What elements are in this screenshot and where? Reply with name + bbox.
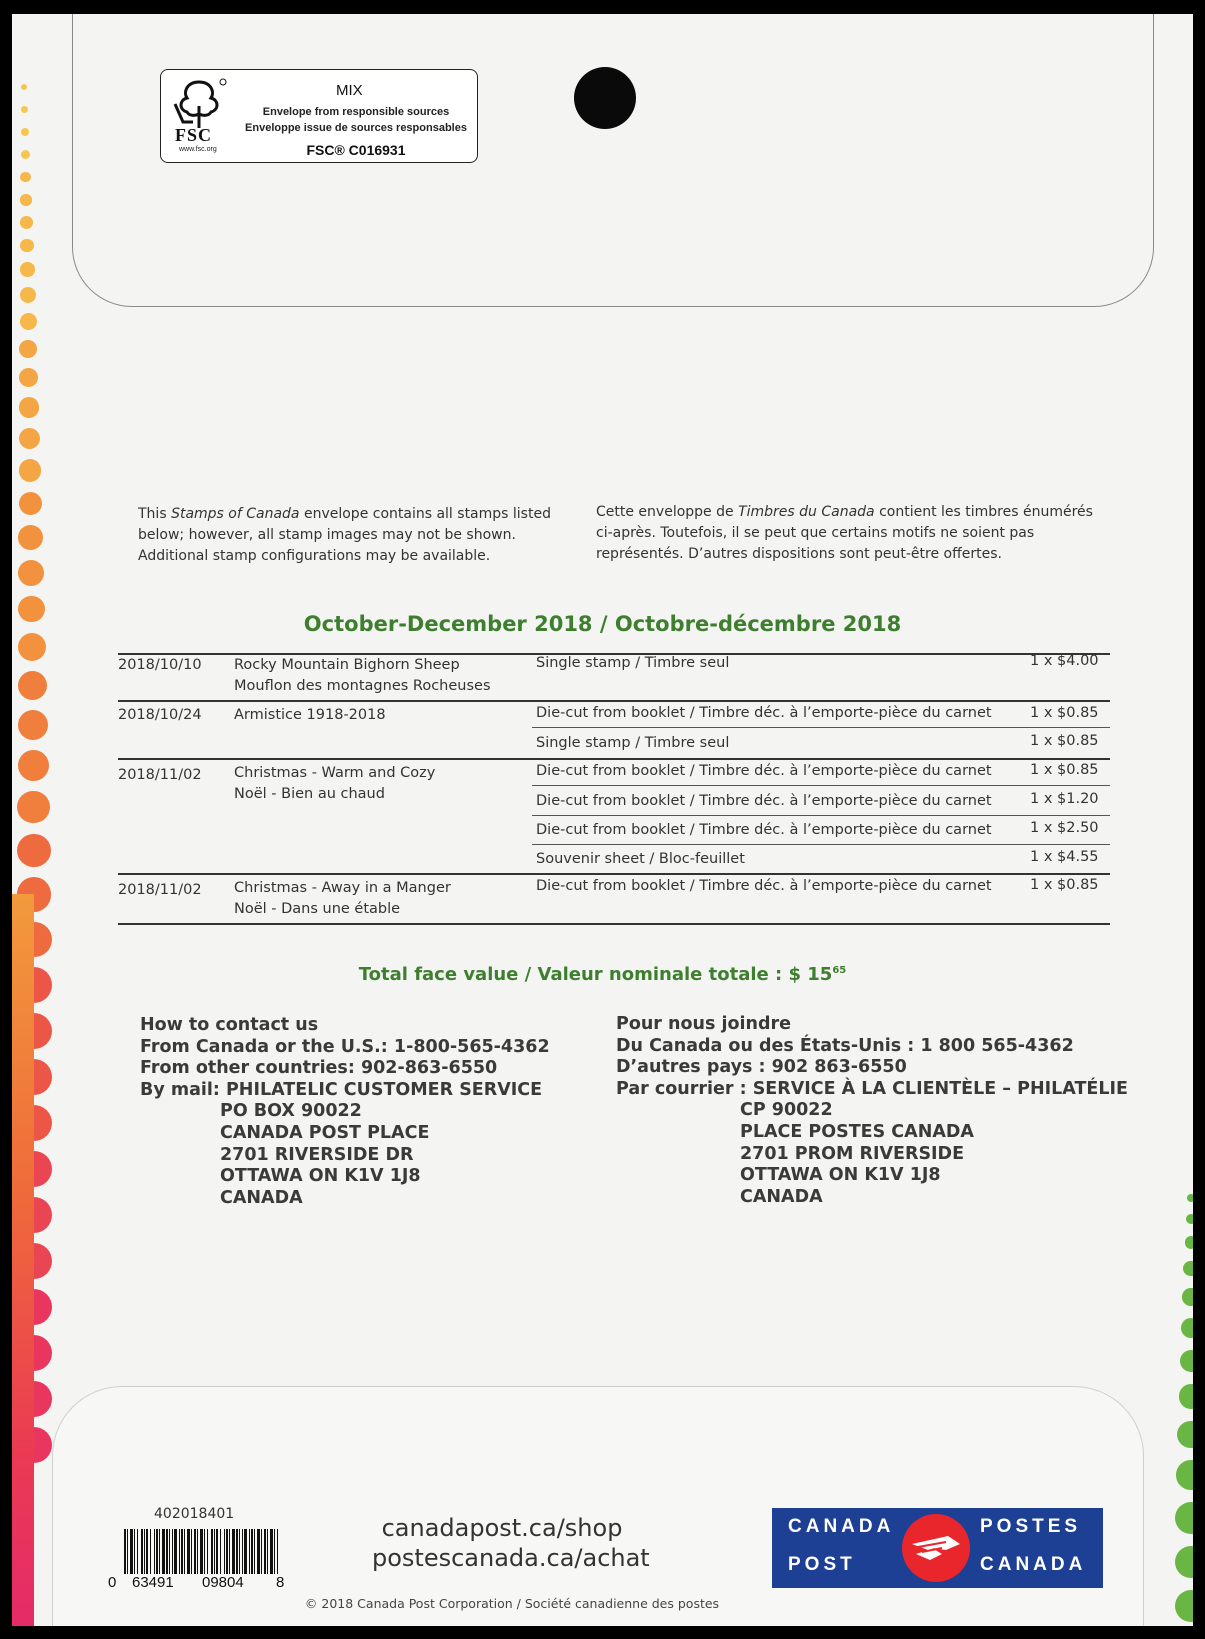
barcode-bar [264, 1529, 266, 1574]
barcode-bar [141, 1529, 143, 1574]
intro-en-pre: This [138, 506, 172, 522]
barcode-digit: 0 [108, 1574, 117, 1591]
contact-phone-intl-value: 902 863-6550 [771, 1057, 907, 1078]
stamp-name-en: Armistice 1918-2018 [234, 707, 386, 723]
edge-dot [18, 671, 47, 700]
edge-dot [1179, 1384, 1193, 1409]
edge-dot [19, 459, 42, 482]
left-rainbow-edge [12, 14, 50, 1626]
intro-en-line2: below; however, all stamp images may not be shown. [138, 527, 516, 543]
intro-en-em: Stamps of Canada [171, 506, 300, 522]
barcode-number: 402018401 [154, 1506, 235, 1522]
edge-dot [17, 834, 51, 868]
stamp-name-en: Rocky Mountain Bighorn Sheep [234, 657, 460, 673]
barcode-bar [224, 1529, 225, 1574]
fsc-code: FSC® C016931 [306, 142, 406, 158]
edge-dot [18, 560, 44, 586]
barcode-bar [274, 1529, 275, 1574]
edge-dot [1182, 1288, 1193, 1306]
barcode-bar [207, 1529, 208, 1574]
copyright: © 2018 Canada Post Corporation / Société canadienne des postes [304, 1596, 720, 1611]
contact-phone-na-label: From Canada or the U.S.: [140, 1036, 394, 1057]
contact-mail-label: By mail: [140, 1079, 226, 1100]
edge-dot [1175, 1590, 1193, 1622]
edge-dot [1177, 1421, 1193, 1448]
address-line: OTTAWA ON K1V 1J8 [220, 1166, 421, 1187]
contact-heading: How to contact us [140, 1015, 319, 1035]
stamp-format: Die-cut from booklet / Timbre déc. à l’emporte-pièce du carnet [536, 793, 992, 809]
barcode-bar [211, 1529, 213, 1574]
stamp-value: 1 x $1.20 [1030, 791, 1099, 807]
edge-dot [18, 525, 43, 550]
contact-phone-na-label: Du Canada ou des États-Unis : [616, 1035, 921, 1056]
table-subrule [532, 727, 1110, 728]
edge-dot [21, 84, 27, 90]
total-label: Total face value / Valeur nominale totale : $ 15 [358, 964, 833, 985]
address-line: CANADA [740, 1186, 823, 1207]
logo-post: POST [788, 1554, 856, 1575]
stamp-format: Die-cut from booklet / Timbre déc. à l’emporte-pièce du carnet [536, 822, 992, 838]
intro-fr-em: Timbres du Canada [738, 504, 875, 520]
table-subrule [532, 844, 1110, 845]
edge-dot [21, 106, 28, 113]
stamp-value: 1 x $4.55 [1030, 849, 1099, 865]
stamp-format: Souvenir sheet / Bloc-feuillet [536, 851, 745, 867]
barcode-bar [187, 1529, 190, 1574]
stamp-name-en: Christmas - Warm and Cozy [234, 765, 436, 781]
barcode-bar [267, 1529, 268, 1574]
address-line: 2701 PROM RIVERSIDE [740, 1143, 965, 1164]
intro-fr [596, 502, 1093, 565]
barcode-bar [242, 1529, 243, 1574]
barcode-bar [124, 1529, 126, 1574]
barcode-bar [166, 1529, 168, 1574]
barcode-bar [220, 1529, 221, 1574]
address-line: 2701 RIVERSIDE DR [220, 1144, 414, 1165]
contact-fr [616, 1014, 1128, 1208]
barcode-bar [249, 1529, 250, 1574]
barcode-bar [226, 1529, 228, 1574]
stamp-name-en: Christmas - Away in a Manger [234, 880, 451, 896]
logo-canada: CANADA [788, 1516, 895, 1537]
intro-fr-post: contient les timbres énumérés [874, 504, 1093, 520]
edge-dot [18, 710, 48, 740]
intro-fr-pre: Cette enveloppe de [596, 504, 739, 520]
stamp-format: Single stamp / Timbre seul [536, 735, 730, 751]
address-line: CANADA POST PLACE [220, 1122, 430, 1143]
address-line: CANADA [220, 1187, 303, 1208]
contact-phone-na-value: 1-800-565-4362 [393, 1036, 550, 1057]
barcode-bar [197, 1529, 198, 1574]
barcode-bar [154, 1529, 155, 1574]
barcode-icon [122, 1529, 282, 1574]
table-subrule [532, 815, 1110, 816]
edge-dot [20, 172, 30, 182]
edge-dot [17, 791, 49, 823]
stamp-value: 1 x $0.85 [1030, 877, 1099, 893]
address-line: PLACE POSTES CANADA [740, 1121, 974, 1142]
web-link-fr: postescanada.ca/achat [372, 1544, 650, 1572]
canada-post-logo [772, 1508, 1103, 1588]
contact-phone-na [616, 1036, 1128, 1058]
stamp-date: 2018/10/10 [118, 657, 202, 673]
intro-en-line3: Additional stamp configurations may be available. [138, 548, 491, 564]
barcode-bar [150, 1529, 151, 1574]
contact-phone-na [140, 1037, 550, 1059]
stamp-format: Die-cut from booklet / Timbre déc. à l’emporte-pièce du carnet [536, 705, 992, 721]
barcode-bar [232, 1529, 235, 1574]
barcode-bar [239, 1529, 240, 1574]
barcode-bar [257, 1529, 260, 1574]
edge-dot [21, 128, 29, 136]
contact-phone-intl [616, 1057, 1128, 1079]
address-line: OTTAWA ON K1V 1J8 [740, 1165, 941, 1186]
edge-dot [1181, 1318, 1193, 1338]
fsc-logo-text: FSC [175, 125, 213, 145]
barcode-bar [137, 1529, 138, 1574]
edge-dot [1187, 1194, 1193, 1202]
hang-hole [574, 67, 636, 129]
barcode-bar [277, 1529, 278, 1574]
edge-dot [1180, 1350, 1193, 1372]
address-line: PHILATELIC CUSTOMER SERVICE [225, 1079, 543, 1100]
stamp-value: 1 x $0.85 [1030, 705, 1099, 721]
edge-dot [20, 287, 36, 303]
barcode-digit: 63491 [132, 1574, 174, 1591]
contact-mail [616, 1079, 1128, 1101]
barcode-bar [236, 1529, 238, 1574]
envelope-back [12, 14, 1193, 1626]
edge-dot [19, 397, 39, 417]
barcode-bar [134, 1529, 135, 1574]
contact-phone-na-value: 1 800 565-4362 [920, 1035, 1074, 1056]
barcode-bar [174, 1529, 177, 1574]
contact-phone-intl-label: From other countries: [140, 1058, 361, 1079]
stamp-value: 1 x $0.85 [1030, 733, 1099, 749]
barcode-bar [162, 1529, 165, 1574]
contact-phone-intl [140, 1058, 550, 1080]
logo-canada-fr: CANADA [980, 1554, 1087, 1575]
contact-mail [140, 1080, 550, 1102]
address-line: PO BOX 90022 [220, 1101, 362, 1122]
contact-en [140, 1015, 550, 1209]
edge-dot [19, 340, 37, 358]
edge-dot [1175, 1546, 1193, 1578]
barcode-bar [204, 1529, 205, 1574]
fsc-line-en: Envelope from responsible sources [262, 106, 450, 118]
edge-dot [1183, 1261, 1193, 1276]
barcode-bar [214, 1529, 215, 1574]
barcode-digit: 09804 [202, 1574, 244, 1591]
stamp-name-fr: Noël - Bien au chaud [234, 786, 385, 802]
barcode-bar [146, 1529, 148, 1574]
period-title: October-December 2018 / Octobre-décembre 2018 [303, 612, 902, 636]
intro-en [138, 504, 551, 567]
edge-dot [19, 492, 43, 516]
barcode-bar [191, 1529, 192, 1574]
barcode-bar [156, 1529, 158, 1574]
fsc-mix: MIX [336, 82, 363, 99]
contact-mail-label: Par courrier : [616, 1078, 753, 1099]
stamp-date: 2018/10/24 [118, 707, 202, 723]
barcode-bar [130, 1529, 133, 1574]
barcode-bar [194, 1529, 196, 1574]
stamp-format: Die-cut from booklet / Timbre déc. à l’emporte-pièce du carnet [536, 763, 992, 779]
barcode-bar [144, 1529, 145, 1574]
barcode-bar [179, 1529, 180, 1574]
edge-dot [1176, 1460, 1193, 1490]
barcode-bar [270, 1529, 273, 1574]
stamp-value: 1 x $2.50 [1030, 820, 1099, 836]
stamp-name-fr: Noël - Dans une étable [234, 901, 401, 917]
edge-dot [18, 750, 49, 781]
table-rule [118, 758, 1110, 760]
edge-dot [21, 150, 30, 159]
edge-dot [19, 368, 38, 387]
edge-dot [20, 239, 34, 253]
edge-dot [1186, 1214, 1193, 1224]
barcode-bar [261, 1529, 262, 1574]
barcode-bar [169, 1529, 170, 1574]
contact-phone-intl-value: 902-863-6550 [360, 1058, 498, 1079]
fsc-label [160, 69, 478, 163]
edge-dot [19, 428, 40, 449]
edge-dot [1175, 1502, 1193, 1534]
stamp-format: Single stamp / Timbre seul [536, 655, 730, 671]
barcode-digit: 8 [276, 1574, 285, 1591]
barcode-bar [172, 1529, 173, 1574]
fsc-url: www.fsc.org [179, 146, 217, 153]
logo-postes: POSTES [980, 1516, 1082, 1537]
stamp-format: Die-cut from booklet / Timbre déc. à l’emporte-pièce du carnet [536, 878, 992, 894]
stamp-value: 1 x $4.00 [1030, 653, 1099, 669]
table-subrule [532, 785, 1110, 786]
canada-post-emblem-icon [902, 1514, 970, 1582]
edge-dot [18, 633, 46, 661]
stamp-date: 2018/11/02 [118, 767, 202, 783]
contact-phone-intl-label: D’autres pays : [616, 1057, 772, 1078]
edge-band [12, 894, 34, 1626]
intro-fr-line2: ci-après. Toutefois, il se peut que certains motifs ne soient pas [596, 525, 1035, 541]
total-cents: 65 [832, 965, 847, 976]
contact-heading: Pour nous joindre [616, 1014, 791, 1034]
edge-dot [20, 262, 35, 277]
intro-en-post: envelope contains all stamps listed [299, 506, 551, 522]
table-rule-bottom [118, 923, 1110, 925]
fsc-line-fr: Enveloppe issue de sources responsables [245, 122, 467, 134]
edge-dot [20, 313, 37, 330]
stamp-name-fr: Mouflon des montagnes Rocheuses [234, 678, 491, 694]
table-rule [118, 873, 1110, 875]
barcode-bar [127, 1529, 128, 1574]
edge-dot [1185, 1236, 1193, 1249]
address-line: CP 90022 [740, 1100, 833, 1121]
edge-dot [20, 194, 32, 206]
barcode-bar [159, 1529, 160, 1574]
barcode-bar [200, 1529, 203, 1574]
address-line: SERVICE À LA CLIENTÈLE – PHILATÉLIE [752, 1078, 1128, 1099]
table-rule [118, 700, 1110, 702]
barcode-bar [181, 1529, 183, 1574]
stamp-date: 2018/11/02 [118, 882, 202, 898]
intro-fr-line3: représentés. D’autres dispositions sont peut-être offertes. [596, 546, 1002, 562]
stamp-value: 1 x $0.85 [1030, 762, 1099, 778]
barcode-bar [229, 1529, 230, 1574]
barcode-bar [251, 1529, 253, 1574]
edge-dot [20, 216, 33, 229]
barcode-bar [254, 1529, 255, 1574]
barcode-bar [244, 1529, 247, 1574]
barcode-bar [216, 1529, 218, 1574]
barcode-bar [184, 1529, 185, 1574]
total-face-value [12, 964, 1193, 985]
web-link-en: canadapost.ca/shop [381, 1514, 623, 1542]
